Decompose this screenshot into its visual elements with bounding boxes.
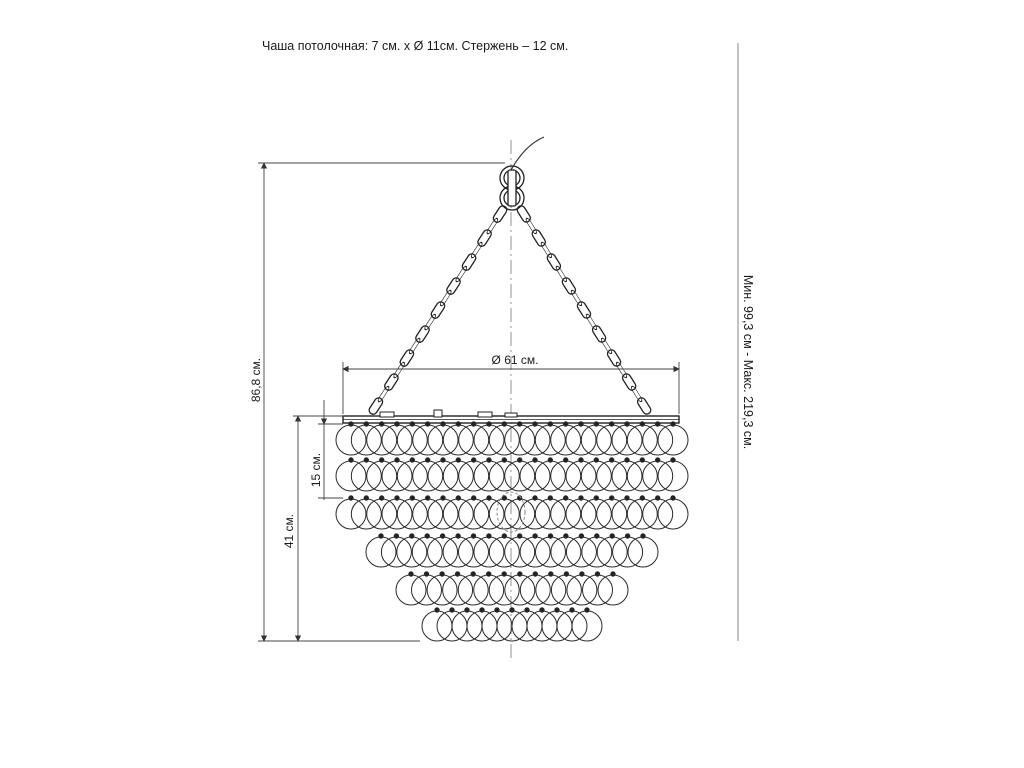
disc-connector	[487, 496, 491, 500]
disc-connector	[610, 422, 614, 426]
disc-connector	[424, 572, 428, 576]
disc-connector	[533, 422, 537, 426]
chain-link	[576, 300, 592, 319]
disc-connector	[549, 572, 553, 576]
disc-connector	[349, 422, 353, 426]
disc-connector	[564, 572, 568, 576]
disc-connector	[395, 422, 399, 426]
disc-connector	[364, 496, 368, 500]
disc-connector	[465, 608, 469, 612]
chain-link	[516, 204, 532, 223]
chain-link	[531, 228, 547, 247]
disc-connector	[625, 458, 629, 462]
chain-link	[585, 314, 597, 331]
disc-connector	[671, 458, 675, 462]
disc-connector	[410, 422, 414, 426]
chain-link	[615, 362, 627, 379]
chain-link	[591, 324, 607, 343]
disc-connector	[548, 496, 552, 500]
disc-connector	[349, 458, 353, 462]
chain-link	[455, 266, 468, 283]
chain-link	[461, 252, 477, 271]
disc-connector	[410, 458, 414, 462]
disc-connector	[548, 458, 552, 462]
chain-link	[636, 396, 652, 415]
disc-connector	[579, 422, 583, 426]
chain-link	[430, 300, 446, 319]
chain-link	[383, 372, 399, 391]
disc-connector	[533, 496, 537, 500]
disc-connector	[379, 534, 383, 538]
disc-connector	[594, 496, 598, 500]
disc-connector	[579, 496, 583, 500]
disc-connector	[487, 458, 491, 462]
disc-connector	[533, 572, 537, 576]
chain-link	[408, 338, 421, 355]
chain-link	[546, 252, 562, 271]
disc-connector	[641, 534, 645, 538]
disc-connector	[570, 608, 574, 612]
disc-connector	[380, 458, 384, 462]
disc-connector	[409, 572, 413, 576]
disc-connector	[671, 422, 675, 426]
chain-link	[621, 372, 637, 391]
disc-connector	[364, 422, 368, 426]
disc-connector	[410, 534, 414, 538]
disc-connector	[671, 496, 675, 500]
disc-connector	[495, 608, 499, 612]
disc-connector	[456, 422, 460, 426]
disc-connector	[456, 496, 460, 500]
disc-connector	[525, 608, 529, 612]
disc-connector	[487, 534, 491, 538]
disc-connector	[502, 458, 506, 462]
disc-connector	[640, 458, 644, 462]
disc-connector	[656, 496, 660, 500]
disc-connector	[640, 422, 644, 426]
disc-connector	[564, 534, 568, 538]
disc-connector	[579, 458, 583, 462]
chain-link	[424, 314, 437, 331]
disc-connector	[364, 458, 368, 462]
disc-connector	[410, 496, 414, 500]
chain-link	[445, 276, 461, 295]
disc-connector	[456, 458, 460, 462]
hang-range-label: Мин. 99,3 см - Макс. 219,3 см.	[741, 274, 755, 450]
disc-connector	[349, 496, 353, 500]
disc-connector	[518, 572, 522, 576]
disc-connector	[455, 572, 459, 576]
body-height-label: 41 см.	[282, 513, 296, 549]
disc-connector	[625, 496, 629, 500]
chain-link	[600, 338, 612, 355]
disc-connector	[441, 496, 445, 500]
disc-connector	[555, 608, 559, 612]
total-height-label: 86,8 см.	[249, 357, 263, 403]
disc-connector	[441, 458, 445, 462]
disc-connector	[595, 534, 599, 538]
chain-link	[525, 218, 537, 235]
chain-link	[606, 348, 622, 367]
disc-connector	[640, 496, 644, 500]
disc-connector	[440, 534, 444, 538]
disc-connector	[440, 572, 444, 576]
chain-link	[561, 276, 577, 295]
chain-link	[393, 362, 406, 379]
disc-connector	[611, 572, 615, 576]
disc-connector	[502, 572, 506, 576]
chain-link	[439, 290, 452, 307]
chain-link	[476, 228, 492, 247]
disc-connector	[533, 458, 537, 462]
disc-connector	[656, 458, 660, 462]
disc-connector	[518, 458, 522, 462]
disc-connector	[548, 534, 552, 538]
disc-connector	[380, 422, 384, 426]
tier-height-label: 15 см.	[309, 452, 323, 488]
disc-connector	[610, 458, 614, 462]
disc-connector	[380, 496, 384, 500]
total-height-dimension	[258, 163, 505, 641]
disc-connector	[510, 608, 514, 612]
disc-connector	[548, 422, 552, 426]
disc-connector	[594, 458, 598, 462]
chain-link	[399, 348, 415, 367]
chain-link	[540, 242, 552, 259]
disc-connector	[625, 534, 629, 538]
chain-link	[486, 218, 499, 235]
disc-connector	[580, 572, 584, 576]
disc-connector	[472, 496, 476, 500]
cable	[511, 137, 544, 170]
disc-connector	[533, 534, 537, 538]
chain-link	[377, 386, 390, 403]
chain-link	[630, 386, 642, 403]
disc-connector	[656, 422, 660, 426]
disc-connector	[472, 422, 476, 426]
disc-connector	[625, 422, 629, 426]
body-height-dimension	[293, 416, 343, 641]
disc-connector	[394, 534, 398, 538]
disc-connector	[585, 608, 589, 612]
disc-connector	[502, 534, 506, 538]
disc-connector	[426, 458, 430, 462]
diameter-label: Ø 61 см.	[491, 353, 539, 367]
disc-connector	[594, 422, 598, 426]
disc-connector	[471, 534, 475, 538]
disc-connector	[502, 422, 506, 426]
disc-connector	[564, 458, 568, 462]
disc-connector	[456, 534, 460, 538]
disc-connector	[487, 572, 491, 576]
disc-connector	[395, 458, 399, 462]
chain-link	[470, 242, 483, 259]
ceiling-cup-caption: Чаша потолочная: 7 см. х Ø 11см. Стержень – 12 см.	[262, 39, 569, 53]
disc-connector	[564, 496, 568, 500]
disc-connector	[579, 534, 583, 538]
disc-connector	[487, 422, 491, 426]
glass-discs	[336, 422, 688, 641]
chain-link	[492, 204, 508, 223]
disc-connector	[450, 608, 454, 612]
disc-connector	[540, 608, 544, 612]
chain-link	[414, 324, 430, 343]
chains	[368, 204, 653, 415]
disc-connector	[518, 422, 522, 426]
disc-connector	[518, 534, 522, 538]
chain-link	[555, 266, 567, 283]
ceiling-cup	[500, 166, 524, 210]
disc-connector	[610, 496, 614, 500]
disc-connector	[425, 534, 429, 538]
disc-connector	[435, 608, 439, 612]
disc-connector	[595, 572, 599, 576]
disc-connector	[441, 422, 445, 426]
disc-connector	[426, 422, 430, 426]
disc-connector	[395, 496, 399, 500]
disc-connector	[472, 458, 476, 462]
chain-link	[570, 290, 582, 307]
disc-connector	[480, 608, 484, 612]
disc-connector	[426, 496, 430, 500]
disc-connector	[564, 422, 568, 426]
disc-connector	[471, 572, 475, 576]
disc-connector	[610, 534, 614, 538]
